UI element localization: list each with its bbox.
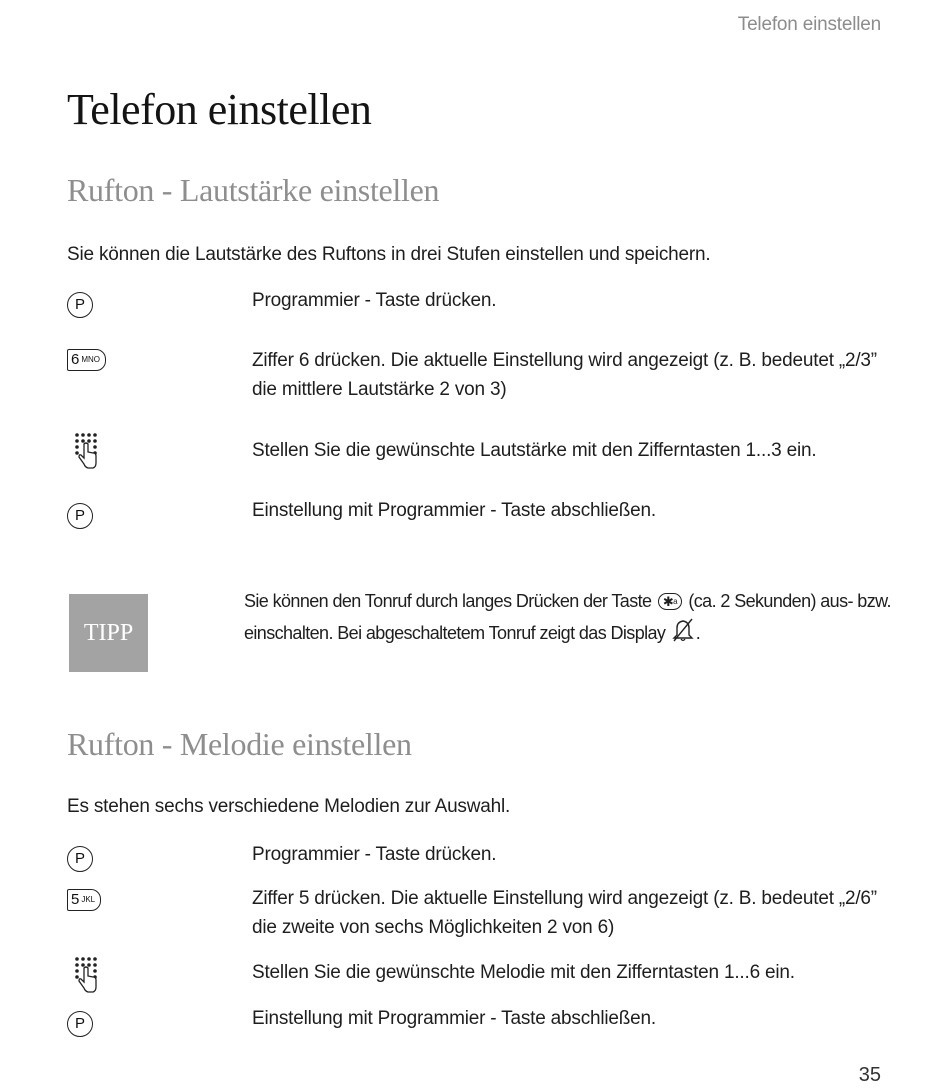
melody-step-2: Ziffer 5 drücken. Die aktuelle Einstellung wird angezeigt (z. B. bedeutet „2/6” die zweite von sechs Möglichkeiten 2 von 6) xyxy=(252,888,877,938)
five-key-label: 5 xyxy=(71,891,80,908)
tipp-text xyxy=(244,586,894,649)
five-key-icon xyxy=(67,889,101,911)
section-title-volume: Rufton - Lautstärke einstellen xyxy=(67,172,440,208)
bell-off-icon xyxy=(671,617,695,643)
p-key-icon: P xyxy=(67,292,93,318)
p-key-icon: P xyxy=(67,1011,93,1037)
p-key-icon: P xyxy=(67,846,93,872)
tipp-text-end: . xyxy=(695,623,701,643)
six-key-sub: MNO xyxy=(81,355,101,364)
tipp-text-before: Sie können den Tonruf durch langes Drücken der Taste xyxy=(244,591,652,611)
star-key-icon xyxy=(658,593,682,610)
volume-step-3: Stellen Sie die gewünschte Lautstärke mit den Zifferntasten 1...3 ein. xyxy=(252,440,817,461)
tipp-box: TIPP xyxy=(69,594,148,672)
section-title-melody: Rufton - Melodie einstellen xyxy=(67,726,412,762)
six-key-icon xyxy=(67,349,106,371)
keypad-hand-icon xyxy=(72,956,102,996)
page-title: Telefon einstellen xyxy=(67,85,372,134)
melody-step-4: Einstellung mit Programmier - Taste abschließen. xyxy=(252,1008,656,1029)
melody-intro: Es stehen sechs verschiedene Melodien zur Auswahl. xyxy=(67,796,511,817)
volume-intro: Sie können die Lautstärke des Ruftons in drei Stufen einstellen und speichern. xyxy=(67,244,711,265)
five-key-sub: JKL xyxy=(81,895,96,904)
volume-step-2: Ziffer 6 drücken. Die aktuelle Einstellung wird angezeigt (z. B. bedeutet „2/3” die mittlere Lautstärke 2 von 3) xyxy=(252,350,877,400)
star-key-label: ✱ xyxy=(662,594,674,609)
keypad-hand-icon xyxy=(72,432,102,472)
six-key-label: 6 xyxy=(71,351,80,368)
p-key-icon: P xyxy=(67,503,93,529)
melody-step-1: Programmier - Taste drücken. xyxy=(252,844,497,865)
melody-step-3: Stellen Sie die gewünschte Melodie mit den Zifferntasten 1...6 ein. xyxy=(252,962,795,983)
running-head: Telefon einstellen xyxy=(737,14,881,35)
volume-step-1: Programmier - Taste drücken. xyxy=(252,290,497,311)
volume-step-4: Einstellung mit Programmier - Taste abschließen. xyxy=(252,500,656,521)
tipp-text-after: (ca. 2 Sekunden) aus- bzw. einschalten. Bei abgeschaltetem Tonruf zeigt das Display xyxy=(244,591,891,643)
page-number: 35 xyxy=(858,1064,881,1086)
star-key-sub: a xyxy=(673,597,677,606)
